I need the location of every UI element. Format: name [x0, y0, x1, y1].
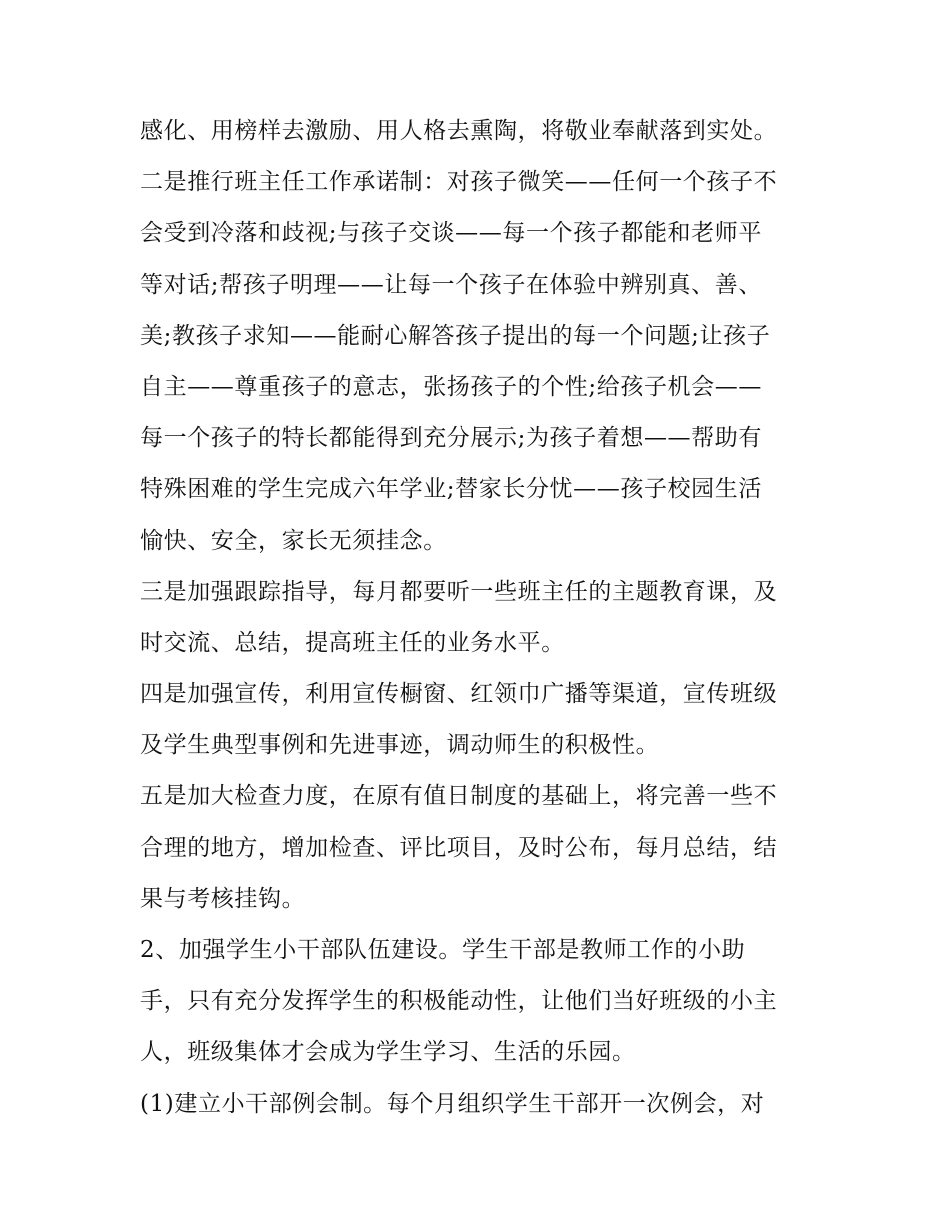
body-text [140, 106, 830, 1130]
text-line: 美;教孩子求知——能耐心解答孩子提出的每一个问题;让孩子 [140, 322, 771, 349]
text-line: 手，只有充分发挥学生的积极能动性，让他们当好班级的小主 [140, 988, 778, 1015]
text-line: 三是加强跟踪指导，每月都要听一些班主任的主题教育课，及 [140, 578, 778, 605]
text-line: 及学生典型事例和先进事迹，调动师生的积极性。 [140, 732, 660, 759]
text-line: 二是推行班主任工作承诺制：对孩子微笑——任何一个孩子不 [140, 169, 778, 196]
text-line: 自主——尊重孩子的意志，张扬孩子的个性;给孩子机会—— [140, 373, 762, 400]
text-line: 每一个孩子的特长都能得到充分展示;为孩子着想——帮助有 [140, 425, 762, 452]
text-line: 愉快、安全，家长无须挂念。 [140, 527, 447, 554]
text-line: 2、加强学生小干部队伍建设。学生干部是教师工作的小助 [140, 937, 746, 963]
text-line: 合理的地方，增加检查、评比项目，及时公布，每月总结，结 [140, 834, 778, 861]
text-line: 果与考核挂钩。 [140, 885, 306, 912]
text-line: 等对话;帮孩子明理——让每一个孩子在体验中辨别真、善、 [140, 271, 762, 298]
text-line: 五是加大检查力度，在原有值日制度的基础上，将完善一些不 [140, 783, 778, 810]
text-line: 四是加强宣传，利用宣传橱窗、红领巾广播等渠道，宣传班级 [140, 681, 778, 708]
text-line: 特殊困难的学生完成六年学业;替家长分忧——孩子校园生活 [140, 476, 762, 503]
text-line: (1)建立小干部例会制。每个月组织学生干部开一次例会，对 [140, 1090, 765, 1117]
text-line: 会受到冷落和歧视;与孩子交谈——每一个孩子都能和老师平 [140, 220, 762, 247]
text-line: 时交流、总结，提高班主任的业务水平。 [140, 629, 565, 656]
text-line: 感化、用榜样去激励、用人格去熏陶，将敬业奉献落到实处。 [140, 118, 778, 144]
text-line: 人，班级集体才会成为学生学习、生活的乐园。 [140, 1039, 636, 1066]
